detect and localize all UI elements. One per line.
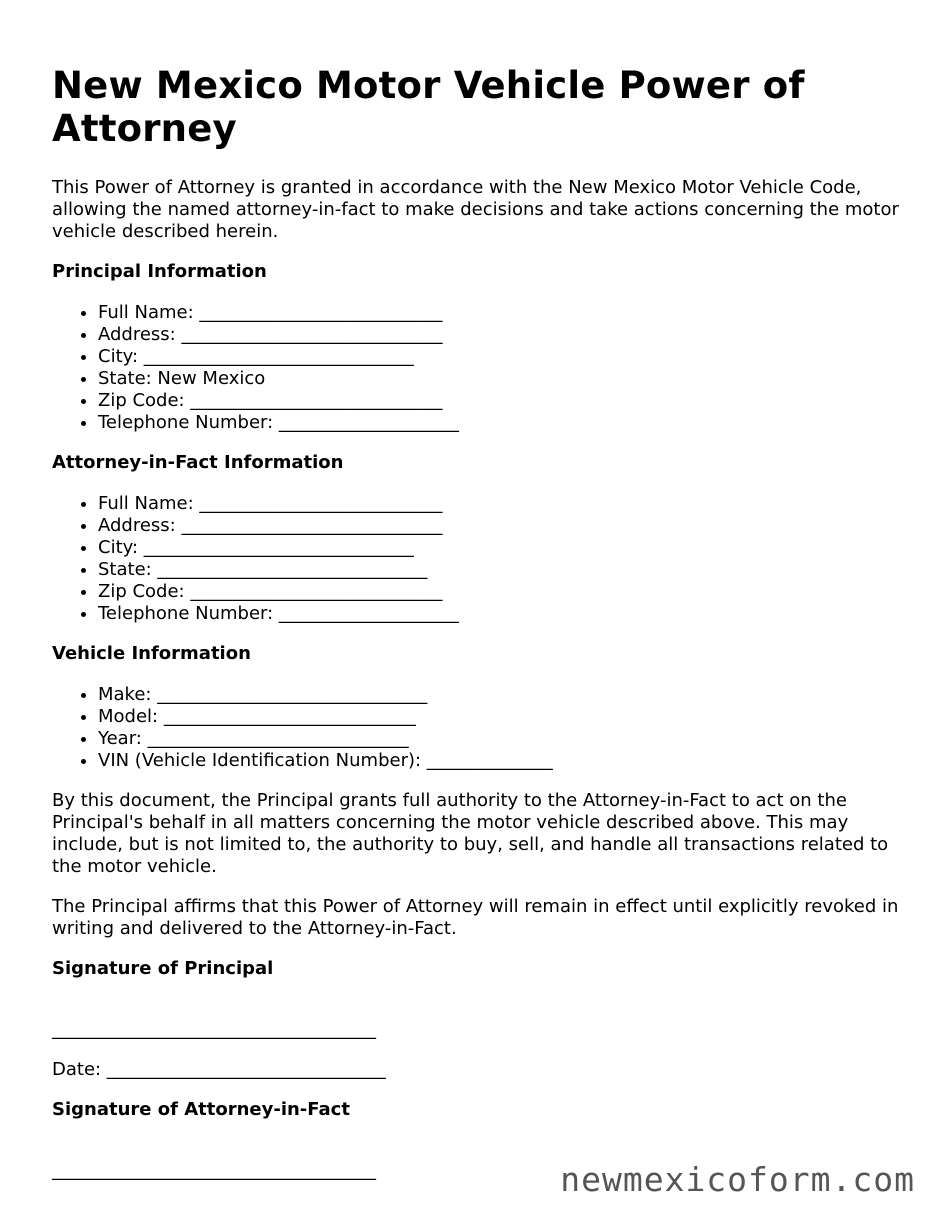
principal-address-field: • Address: _____________________________: [98, 324, 902, 346]
principal-city-field: • City: ______________________________: [98, 346, 902, 368]
vehicle-vin-field: • VIN (Vehicle Identification Number): ______________: [98, 750, 902, 772]
principal-signature-heading: Signature of Principal: [52, 958, 274, 979]
attorney-address-field: • Address: _____________________________: [98, 515, 902, 537]
principal-state-field: • State: New Mexico: [98, 368, 902, 390]
authority-paragraph: By this document, the Principal grants full authority to the Attorney-in-Fact to act on the Principal's behalf in all matters concerning the motor vehicle described above. This may include, but is not limited to, the authority to buy, sell, and handle all transactions related to the motor vehicle.: [52, 790, 889, 877]
vehicle-heading: Vehicle Information: [52, 643, 251, 664]
document-page: [52, 64, 902, 1200]
vehicle-year-field: • Year: _____________________________: [98, 728, 902, 750]
watermark-text: newmexicoform.com: [560, 1160, 915, 1199]
principal-fields-list: [52, 302, 902, 434]
attorney-telephone-field: • Telephone Number: ____________________: [98, 603, 902, 625]
principal-heading: Principal Information: [52, 261, 267, 282]
attorney-zip-field: • Zip Code: ____________________________: [98, 581, 902, 603]
attorney-heading: Attorney-in-Fact Information: [52, 452, 344, 473]
principal-telephone-field: • Telephone Number: ____________________: [98, 412, 902, 434]
attorney-signature-line: ____________________________________: [52, 1160, 376, 1181]
principal-zip-field: • Zip Code: ____________________________: [98, 390, 902, 412]
attorney-signature-heading: Signature of Attorney-in-Fact: [52, 1099, 350, 1120]
vehicle-fields-list: [52, 684, 902, 772]
principal-full-name-field: • Full Name: ___________________________: [98, 302, 902, 324]
vehicle-model-field: • Model: ____________________________: [98, 706, 902, 728]
page-title: New Mexico Motor Vehicle Power of Attorney: [52, 64, 805, 150]
attorney-full-name-field: • Full Name: ___________________________: [98, 493, 902, 515]
vehicle-make-field: • Make: ______________________________: [98, 684, 902, 706]
intro-paragraph: This Power of Attorney is granted in accordance with the New Mexico Motor Vehicle Code, allowing the named attorney-in-fact to make decisions and take actions concerning the motor vehicle described herein.: [52, 177, 899, 242]
attorney-state-field: • State: ______________________________: [98, 559, 902, 581]
principal-date-line: Date: _______________________________: [52, 1059, 386, 1080]
attorney-fields-list: [52, 493, 902, 625]
affirm-paragraph: The Principal affirms that this Power of Attorney will remain in effect until explicitly revoked in writing and delivered to the Attorney-in-Fact.: [52, 896, 899, 939]
attorney-city-field: • City: ______________________________: [98, 537, 902, 559]
principal-signature-line: ____________________________________: [52, 1019, 376, 1040]
